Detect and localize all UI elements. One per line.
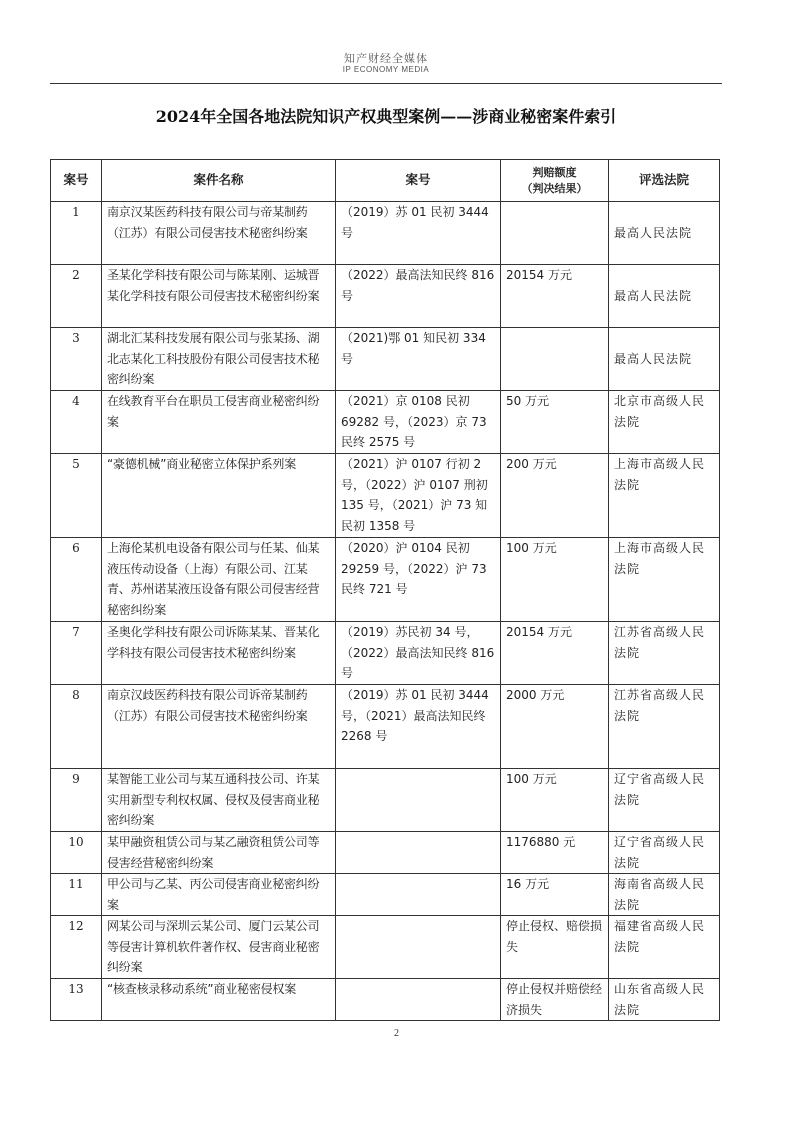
row-index-cell: 6 (51, 538, 102, 622)
row-index-cell: 10 (51, 832, 102, 874)
page-header (50, 52, 722, 75)
header-divider (50, 83, 722, 84)
case-number-cell (336, 874, 501, 916)
case-name-cell: 甲公司与乙某、丙公司侵害商业秘密纠纷案 (102, 874, 336, 916)
table-row (51, 454, 720, 538)
row-index-cell: 9 (51, 769, 102, 832)
case-name-cell: 南京汉某医药科技有限公司与帝某制药（江苏）有限公司侵害技术秘密纠纷案 (102, 202, 336, 265)
award-amount-cell: 200 万元 (501, 454, 609, 538)
award-amount-cell: 2000 万元 (501, 685, 609, 769)
court-cell: 最高人民法院 (609, 202, 720, 265)
case-number-cell: （2021）沪 0107 行初 2 号，（2022）沪 0107 刑初 135 号，（2021）沪 73 知民初 1358 号 (336, 454, 501, 538)
court-cell: 江苏省高级人民法院 (609, 622, 720, 685)
case-name-cell: 在线教育平台在职员工侵害商业秘密纠纷案 (102, 391, 336, 454)
award-amount-cell: 20154 万元 (501, 622, 609, 685)
court-cell: 最高人民法院 (609, 328, 720, 391)
court-cell: 辽宁省高级人民法院 (609, 769, 720, 832)
case-name-cell: 某智能工业公司与某互通科技公司、许某实用新型专利权权属、侵权及侵害商业秘密纠纷案 (102, 769, 336, 832)
document-title: 2024年全国各地法院知识产权典型案例——涉商业秘密案件索引 (155, 107, 617, 126)
award-amount-cell: 100 万元 (501, 538, 609, 622)
case-name-cell: 网某公司与深圳云某公司、厦门云某公司等侵害计算机软件著作权、侵害商业秘密纠纷案 (102, 916, 336, 979)
table-row (51, 391, 720, 454)
column-header-amount-line1: 判赔额度 (532, 165, 577, 179)
row-index-cell: 3 (51, 328, 102, 391)
table-row (51, 328, 720, 391)
award-amount-cell: 16 万元 (501, 874, 609, 916)
case-name-cell: “核查核录移动系统”商业秘密侵权案 (102, 979, 336, 1021)
case-name-cell: 圣某化学科技有限公司与陈某刚、运城晋某化学科技有限公司侵害技术秘密纠纷案 (102, 265, 336, 328)
case-name-cell: 某甲融资租赁公司与某乙融资租赁公司等侵害经营秘密纠纷案 (102, 832, 336, 874)
court-cell: 江苏省高级人民法院 (609, 685, 720, 769)
award-amount-cell: 20154 万元 (501, 265, 609, 328)
award-amount-cell: 100 万元 (501, 769, 609, 832)
award-amount-cell (501, 202, 609, 265)
case-index-table (50, 159, 720, 1021)
table-row (51, 979, 720, 1021)
row-index-cell: 4 (51, 391, 102, 454)
column-header-amount-line2: （判决结果） (521, 181, 588, 195)
table-body (51, 202, 720, 1021)
case-name-cell: “豪德机械”商业秘密立体保护系列案 (102, 454, 336, 538)
brand-name-en: IP ECONOMY MEDIA (342, 65, 430, 74)
award-amount-cell (501, 328, 609, 391)
court-cell: 福建省高级人民法院 (609, 916, 720, 979)
court-cell: 海南省高级人民法院 (609, 874, 720, 916)
column-header-index: 案号 (51, 160, 102, 202)
column-header-court: 评选法院 (609, 160, 720, 202)
case-number-cell: （2022）最高法知民终 816 号 (336, 265, 501, 328)
row-index-cell: 8 (51, 685, 102, 769)
table-row (51, 622, 720, 685)
court-cell: 辽宁省高级人民法院 (609, 832, 720, 874)
table-row (51, 916, 720, 979)
case-number-cell (336, 979, 501, 1021)
case-number-cell: （2021）京 0108 民初 69282 号，（2023）京 73 民终 2575 号 (336, 391, 501, 454)
award-amount-cell: 50 万元 (501, 391, 609, 454)
award-amount-cell: 停止侵权并赔偿经济损失 (501, 979, 609, 1021)
case-name-cell: 圣奥化学科技有限公司诉陈某某、晋某化学科技有限公司侵害技术秘密纠纷案 (102, 622, 336, 685)
row-index-cell: 11 (51, 874, 102, 916)
court-cell: 上海市高级人民法院 (609, 454, 720, 538)
page-number: 2 (394, 1028, 399, 1039)
table-row (51, 685, 720, 769)
column-header-name: 案件名称 (102, 160, 336, 202)
court-cell: 北京市高级人民法院 (609, 391, 720, 454)
court-cell: 上海市高级人民法院 (609, 538, 720, 622)
table-row (51, 202, 720, 265)
row-index-cell: 7 (51, 622, 102, 685)
case-number-cell (336, 832, 501, 874)
brand-name-cn: 知产财经全媒体 (344, 52, 428, 65)
case-number-cell: （2021)鄂 01 知民初 334 号 (336, 328, 501, 391)
table-header-row (51, 160, 720, 202)
table-row (51, 832, 720, 874)
column-header-case-no: 案号 (336, 160, 501, 202)
court-cell: 最高人民法院 (609, 265, 720, 328)
table-row (51, 769, 720, 832)
case-number-cell: （2019）苏 01 民初 3444 号，（2021）最高法知民终 2268 号 (336, 685, 501, 769)
row-index-cell: 1 (51, 202, 102, 265)
table-row (51, 874, 720, 916)
court-cell: 山东省高级人民法院 (609, 979, 720, 1021)
case-name-cell: 南京汉歧医药科技有限公司诉帝某制药（江苏）有限公司侵害技术秘密纠纷案 (102, 685, 336, 769)
case-number-cell (336, 916, 501, 979)
row-index-cell: 13 (51, 979, 102, 1021)
case-number-cell: （2019）苏民初 34 号，（2022）最高法知民终 816 号 (336, 622, 501, 685)
column-header-amount (501, 160, 609, 202)
case-name-cell: 上海伦某机电设备有限公司与任某、仙某液压传动设备（上海）有限公司、江某青、苏州诺某液压设备有限公司侵害经营秘密纠纷案 (102, 538, 336, 622)
case-number-cell: （2019）苏 01 民初 3444 号 (336, 202, 501, 265)
row-index-cell: 12 (51, 916, 102, 979)
case-number-cell: （2020）沪 0104 民初 29259 号，（2022）沪 73 民终 721 号 (336, 538, 501, 622)
row-index-cell: 2 (51, 265, 102, 328)
case-name-cell: 湖北汇某科技发展有限公司与张某扬、湖北志某化工科技股份有限公司侵害技术秘密纠纷案 (102, 328, 336, 391)
award-amount-cell: 停止侵权、赔偿损失 (501, 916, 609, 979)
table-row (51, 265, 720, 328)
award-amount-cell: 1176880 元 (501, 832, 609, 874)
case-number-cell (336, 769, 501, 832)
table-row (51, 538, 720, 622)
row-index-cell: 5 (51, 454, 102, 538)
